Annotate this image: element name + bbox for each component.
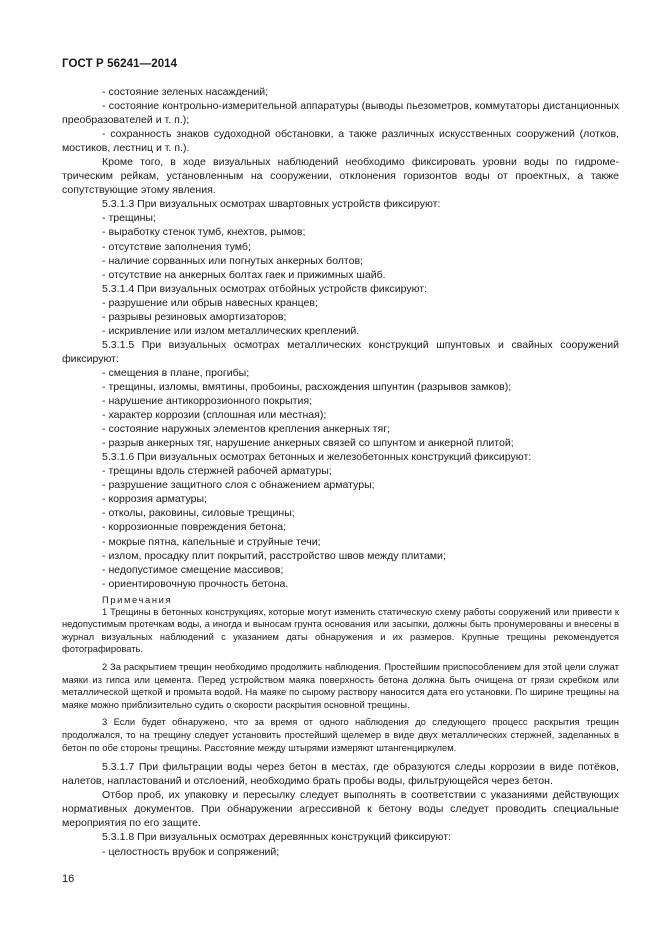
clause-5-3-1-8: 5.3.1.8 При визуальных осмотрах деревянных конструкций фиксируют: (102, 831, 451, 844)
note-item: 3 Если будет обнаружено, что за время от одного наблюдения до следующего процесс раскрытия трещин продолжался, то на трещину следует установить простейший щелемер в виде двух металлических стержней, заделанных в бетон по обе стороны трещины. Расстояние между штырями измеряют штангенциркулем. (62, 716, 619, 753)
list-item: - целостность врубок и сопряжений; (102, 845, 280, 858)
paragraph: Кроме того, в ходе визуальных наблюдений необходимо фиксировать уровни воды по гидрометрическим рейкам, установленным на сооружении, отклонения горизонтов воды от проектных, а также сопутствующие этому явления. (62, 156, 619, 197)
list-item: - отсутствие заполнения тумб; (102, 240, 251, 253)
paragraph: Отбор проб, их упаковку и пересылку следует выполнять в соответствии с указаниями действующих нормативных документов. При обнаружении агрессивной к бетону воды следует проводить специальные мероприятия по его защите. (62, 789, 619, 830)
list-item: - коррозионные повреждения бетона; (102, 521, 286, 534)
list-item: - ориентировочную прочность бетона. (102, 577, 289, 590)
list-item: - характер коррозии (сплошная или местная); (102, 409, 327, 422)
clause-5-3-1-7: 5.3.1.7 При фильтрации воды через бетон в местах, где образуются следы коррозии в виде потёков, налетов, напластований и отслоений, необходимо брать пробы воды, фильтрующейся через бетон. (62, 761, 619, 788)
list-item: - излом, просадку плит покрытий, расстройство швов между плитами; (102, 549, 446, 562)
clause-5-3-1-4: 5.3.1.4 При визуальных осмотрах отбойных устройств фиксируют: (102, 282, 428, 295)
note-item: 2 За раскрытием трещин необходимо продолжить наблюдения. Простейшим приспособлением для этой цели служат маяки из гипса или цемента. Перед устройством маяка поверхность бетона должна быть очищена от грязи скребком или металлической щеткой и промыта водой. На маяке по сырому раствору наносится дата его установки. По ширине трещины на маяке можно приблизительно судить о скорости раскрытия основной трещины. (62, 661, 619, 710)
list-item: - искривление или излом металлических креплений. (102, 324, 360, 337)
list-item: - смещения в плане, прогибы; (102, 366, 250, 379)
document-body (62, 85, 619, 859)
clause-5-3-1-5: 5.3.1.5 При визуальных осмотрах металлических конструкций шпунтовых и свайных сооружений фиксируют: (62, 338, 619, 365)
document-header: ГОСТ Р 56241—2014 (62, 58, 178, 70)
notes-block (62, 606, 619, 755)
list-item: - недопустимое смещение массивов; (102, 563, 284, 576)
list-item: - мокрые пятна, капельные и струйные течи; (102, 535, 321, 548)
list-item: - отколы, раковины, силовые трещины; (102, 507, 295, 520)
list-item: - трещины, изломы, вмятины, пробоины, расхождения шпунтин (разрывов замков); (102, 380, 512, 393)
list-item: - разрушение защитного слоя с обнажением арматуры; (102, 479, 375, 492)
list-item: - разрушение или обрыв навесных кранцев; (102, 296, 318, 309)
notes-title: Примечания (102, 593, 173, 605)
list-item: - состояние контрольно-измерительной аппаратуры (выводы пьезометров, коммутаторы дистанционных преобразователей и т. п.); (62, 100, 619, 127)
list-item: - наличие сорванных или погнутых анкерных болтов; (102, 254, 363, 267)
list-item: - трещины; (102, 212, 156, 225)
page-number: 16 (62, 873, 75, 885)
list-item: - выработку стенок тумб, кнехтов, рымов; (102, 226, 306, 239)
list-item: - сохранность знаков судоходной обстановки, а также различных искусственных сооружений (лотков, мостиков, лестниц и т. п.). (62, 128, 619, 155)
list-item: - трещины вдоль стержней рабочей арматуры; (102, 465, 332, 478)
list-item: - разрыв анкерных тяг, нарушение анкерных связей со шпунтом и анкерной плитой; (102, 437, 514, 450)
list-item: - отсутствие на анкерных болтах гаек и прижимных шайб. (102, 268, 386, 281)
note-item: 1 Трещины в бетонных конструкциях, которые могут изменить статическую схему работы сооружений или привести к недопустимым протечкам воды, а иногда и выносам грунта основания или засыпки, должны быть пронумерованы и внесены в журнал визуальных наблюдений с указанием даты обнаружения и их размеров. Крупные трещины рекомендуется фотографировать. (62, 605, 619, 655)
list-item: - коррозия арматуры; (102, 493, 207, 506)
list-item: - состояние наружных элементов крепления анкерных тяг; (102, 423, 391, 436)
clause-5-3-1-6: 5.3.1.6 При визуальных осмотрах бетонных и железобетонных конструкций фиксируют: (102, 451, 532, 464)
list-item: - разрывы резиновых амортизаторов; (102, 310, 287, 323)
list-item: - состояние зеленых насаждений; (102, 86, 269, 98)
list-item: - нарушение антикоррозионного покрытия; (102, 395, 313, 408)
clause-5-3-1-3: 5.3.1.3 При визуальных осмотрах швартовных устройств фиксируют: (102, 198, 441, 211)
